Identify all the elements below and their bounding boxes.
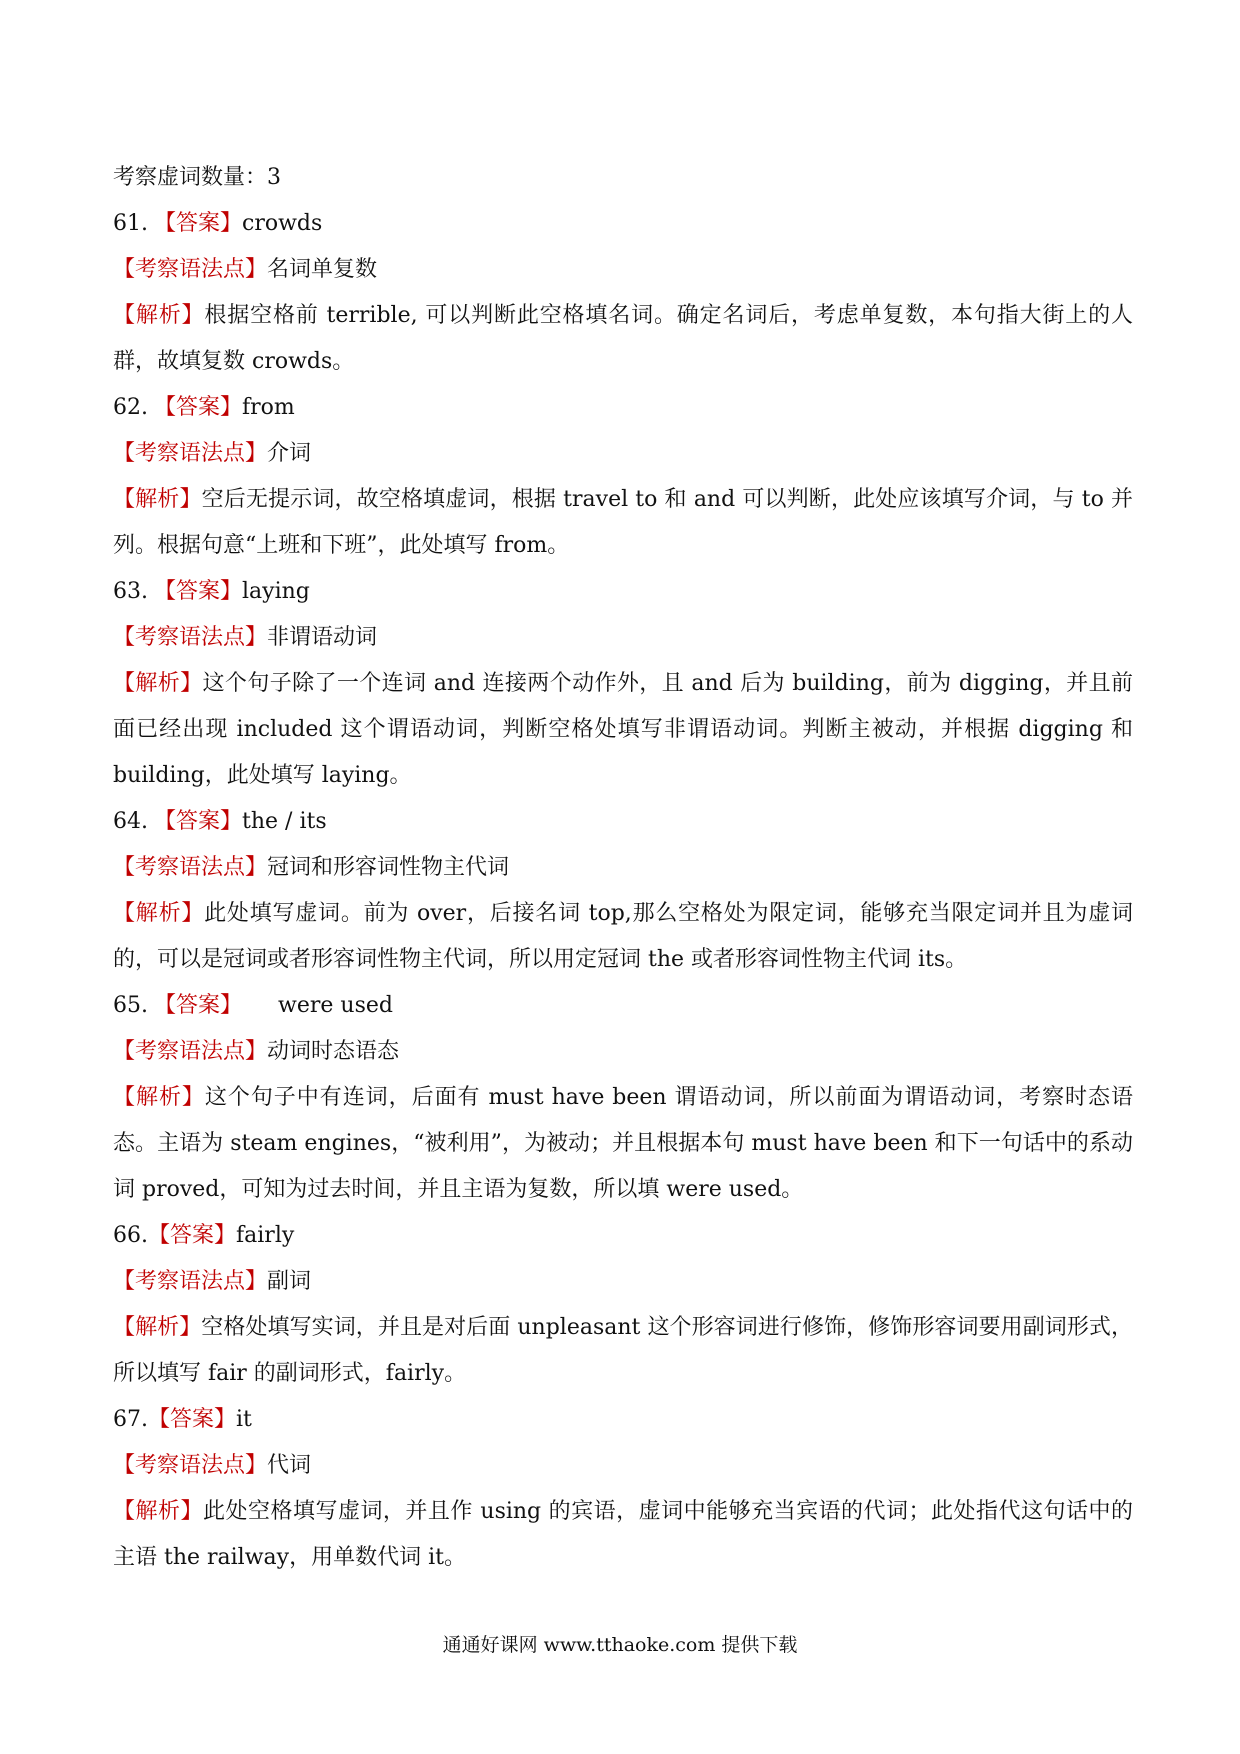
analysis-label: 【解析】 xyxy=(113,487,202,512)
analysis-text: 此处空格填写虚词，并且作 using 的宾语，虚词中能够充当宾语的代词；此处指代这句话中的主语 the railway，用单数代词 it。 xyxy=(113,1499,1133,1570)
answer-line-61 xyxy=(113,201,1133,247)
analysis-paragraph-61 xyxy=(113,293,1133,385)
answer-value: fairly xyxy=(236,1223,295,1248)
point-label: 【考察语法点】 xyxy=(113,257,268,282)
analysis-label: 【解析】 xyxy=(113,303,205,328)
point-label: 【考察语法点】 xyxy=(113,1269,268,1294)
answer-label: 【答案】 xyxy=(154,809,243,834)
analysis-text: 空格处填写实词，并且是对后面 unpleasant 这个形容词进行修饰，修饰形容词要用副词形式，所以填写 fair 的副词形式，fairly。 xyxy=(113,1315,1133,1386)
analysis-paragraph-64 xyxy=(113,891,1133,983)
analysis-text: 这个句子中有连词，后面有 must have been 谓语动词，所以前面为谓语动词，考察时态语态。主语为 steam engines，“被利用”，为被动；并且根据本句 must have been 和下一句话中的系动词 proved，可知为过去时间，并且主语为复数，所以填 were used。 xyxy=(113,1085,1133,1202)
question-number: 67. xyxy=(113,1407,148,1432)
analysis-text: 这个句子除了一个连词 and 连接两个动作外，且 and 后为 building，前为 digging，并且前面已经出现 included 这个谓语动词，判断空格处填写非谓语动词。判断主被动，并根据 digging 和 building，此处填写 laying。 xyxy=(113,671,1133,788)
answer-line-63 xyxy=(113,569,1133,615)
question-number: 66. xyxy=(113,1223,148,1248)
point-value: 非谓语动词 xyxy=(267,625,378,650)
point-line-67 xyxy=(113,1443,1133,1489)
intro-line: 考察虚词数量：3 xyxy=(113,165,281,190)
point-label: 【考察语法点】 xyxy=(113,1039,268,1064)
answer-value: crowds xyxy=(242,211,323,236)
analysis-paragraph-62 xyxy=(113,477,1133,569)
point-line-65 xyxy=(113,1029,1133,1075)
answer-label: 【答案】 xyxy=(148,1223,237,1248)
point-value: 名词单复数 xyxy=(267,257,378,282)
page-footer: 通通好课网 www.tthaoke.com 提供下载 xyxy=(442,1634,798,1656)
point-line-61 xyxy=(113,247,1133,293)
question-number: 61. xyxy=(113,211,148,236)
point-label: 【考察语法点】 xyxy=(113,441,268,466)
analysis-label: 【解析】 xyxy=(113,1085,205,1110)
point-label: 【考察语法点】 xyxy=(113,855,268,880)
answer-value: laying xyxy=(242,579,310,604)
question-number: 65. xyxy=(113,993,148,1018)
answer-line-64 xyxy=(113,799,1133,845)
point-line-64 xyxy=(113,845,1133,891)
answer-label: 【答案】 xyxy=(154,395,243,420)
point-value: 副词 xyxy=(267,1269,312,1294)
analysis-paragraph-63 xyxy=(113,661,1133,799)
point-line-63 xyxy=(113,615,1133,661)
question-number: 63. xyxy=(113,579,148,604)
answer-label: 【答案】 xyxy=(148,1407,237,1432)
analysis-text: 此处填写虚词。前为 over，后接名词 top,那么空格处为限定词，能够充当限定词并且为虚词的，可以是冠词或者形容词性物主代词，所以用定冠词 the 或者形容词性物主代词 its。 xyxy=(113,901,1133,972)
question-number: 64. xyxy=(113,809,148,834)
analysis-paragraph-66 xyxy=(113,1305,1133,1397)
analysis-label: 【解析】 xyxy=(113,671,203,696)
point-value: 动词时态语态 xyxy=(267,1039,400,1064)
point-value: 冠词和形容词性物主代词 xyxy=(267,855,510,880)
analysis-label: 【解析】 xyxy=(113,1315,202,1340)
answer-label: 【答案】 xyxy=(154,211,243,236)
answer-value: were used xyxy=(278,993,393,1018)
point-label: 【考察语法点】 xyxy=(113,625,268,650)
point-label: 【考察语法点】 xyxy=(113,1453,268,1478)
analysis-paragraph-67 xyxy=(113,1489,1133,1581)
answer-value: from xyxy=(242,395,295,420)
point-line-62 xyxy=(113,431,1133,477)
question-number: 62. xyxy=(113,395,148,420)
analysis-label: 【解析】 xyxy=(113,1499,203,1524)
answer-value: the / its xyxy=(242,809,327,834)
answer-line-65 xyxy=(113,983,1133,1029)
point-line-66 xyxy=(113,1259,1133,1305)
answer-line-62 xyxy=(113,385,1133,431)
analysis-text: 空后无提示词，故空格填虚词，根据 travel to 和 and 可以判断，此处应该填写介词，与 to 并列。根据句意“上班和下班”，此处填写 from。 xyxy=(113,487,1133,558)
analysis-paragraph-65 xyxy=(113,1075,1133,1213)
answer-label: 【答案】 xyxy=(154,993,243,1018)
point-value: 代词 xyxy=(267,1453,312,1478)
answer-line-66 xyxy=(113,1213,1133,1259)
analysis-label: 【解析】 xyxy=(113,901,205,926)
document-body xyxy=(113,155,1133,1581)
answer-line-67 xyxy=(113,1397,1133,1443)
analysis-text: 根据空格前 terrible, 可以判断此空格填名词。确定名词后，考虑单复数，本句指大街上的人群，故填复数 crowds。 xyxy=(113,303,1133,374)
answer-label: 【答案】 xyxy=(154,579,243,604)
answer-value: it xyxy=(236,1407,252,1432)
point-value: 介词 xyxy=(267,441,312,466)
